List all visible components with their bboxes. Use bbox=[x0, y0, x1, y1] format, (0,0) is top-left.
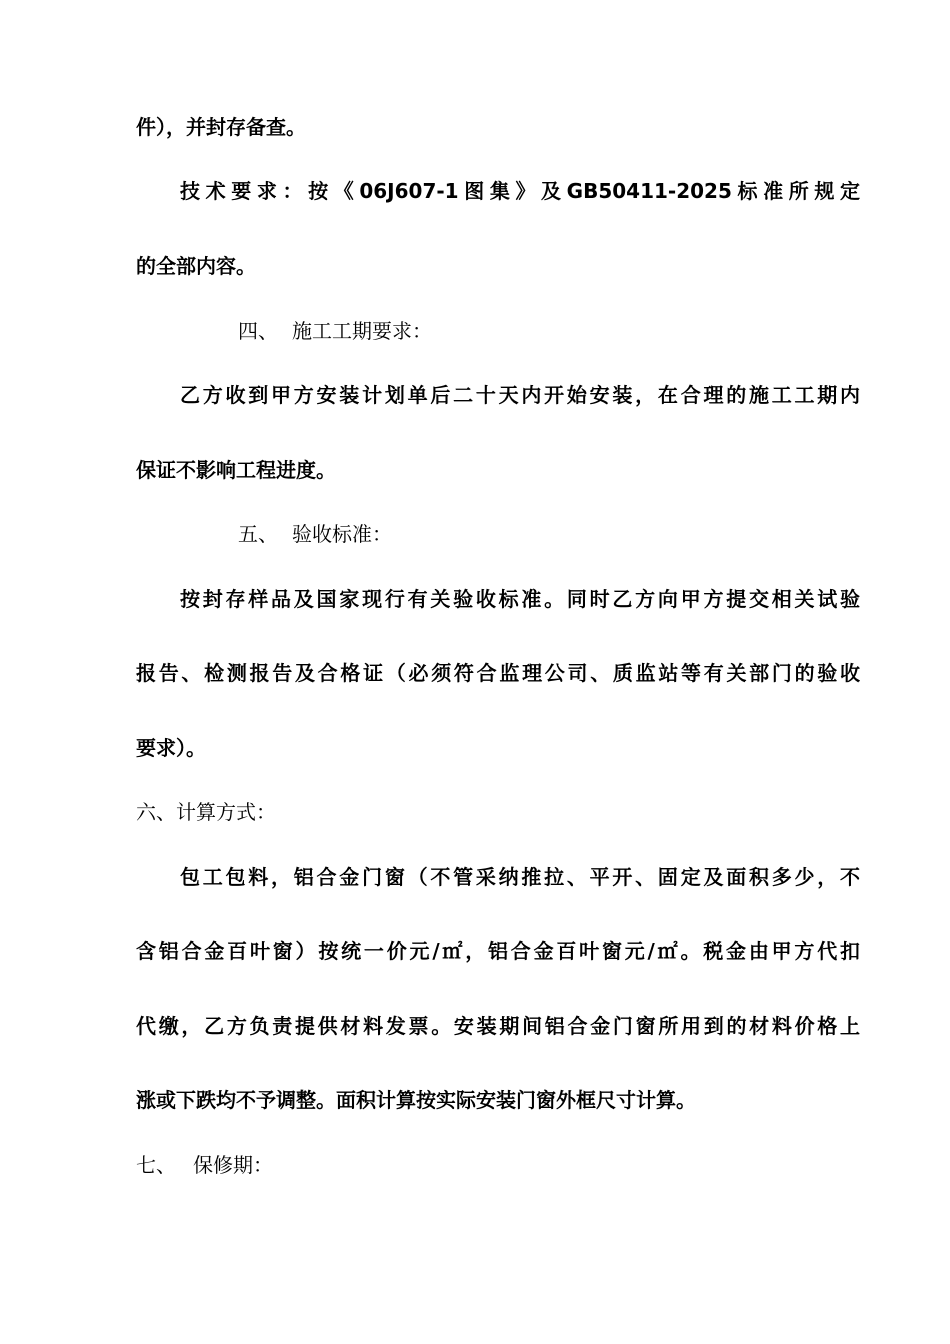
section-heading-7 bbox=[136, 1152, 860, 1178]
section-title: 施工工期要求： bbox=[292, 319, 432, 343]
section-heading-4 bbox=[238, 318, 950, 344]
calculation-line-4: 涨或下跌均不予调整。面积计算按实际安装门窗外框尺寸计算。 bbox=[136, 1088, 696, 1112]
calculation-line-2: 含铝合金百叶窗）按统一价元/㎡，铝合金百叶窗元/㎡。税金由甲方代扣 bbox=[136, 939, 860, 963]
construction-period-line-2: 保证不影响工程进度。 bbox=[136, 458, 336, 482]
acceptance-line-2: 报告、检测报告及合格证（必须符合监理公司、质监站等有关部门的验收 bbox=[136, 661, 860, 685]
section-heading-6 bbox=[136, 799, 860, 825]
calculation-line-1: 包工包料，铝合金门窗（不管采纳推拉、平开、固定及面积多少，不 bbox=[180, 865, 860, 889]
section-number: 五、 bbox=[238, 522, 278, 546]
section-title: 保修期： bbox=[193, 1153, 273, 1177]
paragraph-line: 件），并封存备查。 bbox=[136, 115, 306, 139]
tech-requirements-line-2: 的全部内容。 bbox=[136, 254, 256, 278]
acceptance-line-1: 按封存样品及国家现行有关验收标准。同时乙方向甲方提交相关试验 bbox=[180, 587, 860, 611]
section-number: 七、 bbox=[136, 1153, 176, 1177]
section-title: 六、计算方式： bbox=[136, 800, 276, 824]
section-number: 四、 bbox=[238, 319, 278, 343]
section-title: 验收标准： bbox=[292, 522, 392, 546]
construction-period-line-1: 乙方收到甲方安装计划单后二十天内开始安装，在合理的施工工期内 bbox=[180, 383, 860, 407]
acceptance-line-3: 要求）。 bbox=[136, 736, 206, 760]
tech-requirements-line-1: 技术要求：按《06J607-1图集》及GB50411-2025标准所规定 bbox=[180, 179, 860, 203]
calculation-line-3: 代缴，乙方负责提供材料发票。安装期间铝合金门窗所用到的材料价格上 bbox=[136, 1014, 860, 1038]
section-heading-5 bbox=[238, 521, 950, 547]
